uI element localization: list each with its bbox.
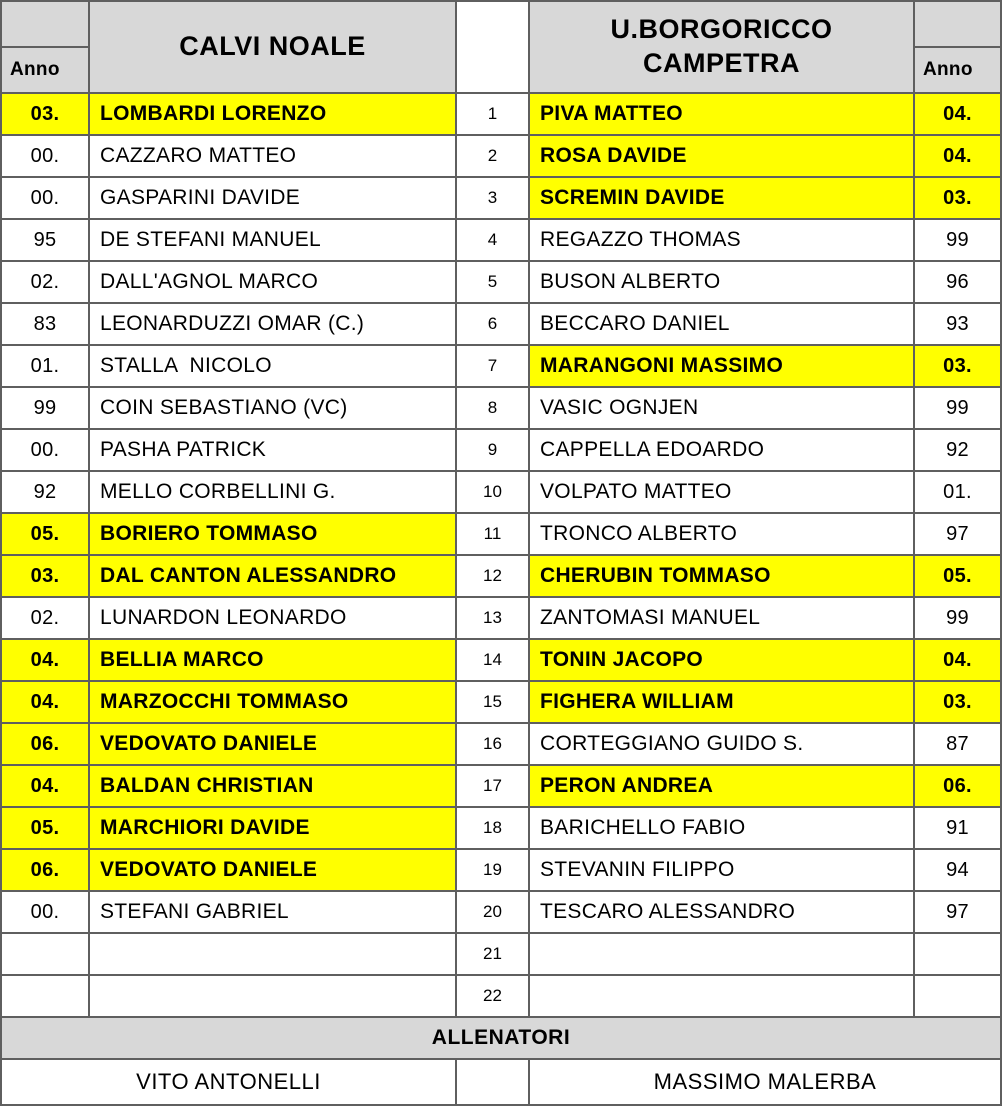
shirt-number-cell: 14 bbox=[456, 639, 529, 681]
left-anno-cell: 02. bbox=[1, 261, 89, 303]
left-anno-cell: 00. bbox=[1, 429, 89, 471]
table-row bbox=[1, 513, 1001, 555]
left-player-name-cell: GASPARINI DAVIDE bbox=[89, 177, 456, 219]
shirt-number-cell: 4 bbox=[456, 219, 529, 261]
table-row bbox=[1, 471, 1001, 513]
left-anno-cell: 92 bbox=[1, 471, 89, 513]
left-player-name-cell: MARCHIORI DAVIDE bbox=[89, 807, 456, 849]
right-anno-cell bbox=[914, 975, 1001, 1017]
right-anno-cell: 03. bbox=[914, 345, 1001, 387]
left-player-name-cell: LOMBARDI LORENZO bbox=[89, 93, 456, 135]
coaches-header-label: ALLENATORI bbox=[1, 1017, 1001, 1059]
right-anno-cell: 94 bbox=[914, 849, 1001, 891]
shirt-number-cell: 16 bbox=[456, 723, 529, 765]
left-anno-cell: 95 bbox=[1, 219, 89, 261]
table-row bbox=[1, 975, 1001, 1017]
right-player-name-cell: PERON ANDREA bbox=[529, 765, 914, 807]
right-anno-cell: 91 bbox=[914, 807, 1001, 849]
table-row bbox=[1, 135, 1001, 177]
table-row bbox=[1, 387, 1001, 429]
table-row bbox=[1, 639, 1001, 681]
right-player-name-cell: MARANGONI MASSIMO bbox=[529, 345, 914, 387]
table-row bbox=[1, 849, 1001, 891]
right-player-name-cell: VOLPATO MATTEO bbox=[529, 471, 914, 513]
left-player-name-cell: DE STEFANI MANUEL bbox=[89, 219, 456, 261]
left-anno-cell: 04. bbox=[1, 639, 89, 681]
right-player-name-cell: BECCARO DANIEL bbox=[529, 303, 914, 345]
left-anno-cell: 83 bbox=[1, 303, 89, 345]
left-anno-cell: 99 bbox=[1, 387, 89, 429]
shirt-number-cell: 18 bbox=[456, 807, 529, 849]
left-anno-cell: 00. bbox=[1, 135, 89, 177]
left-player-name-cell bbox=[89, 933, 456, 975]
right-player-name-cell: CORTEGGIANO GUIDO S. bbox=[529, 723, 914, 765]
right-player-name-cell bbox=[529, 933, 914, 975]
right-player-name-cell: VASIC OGNJEN bbox=[529, 387, 914, 429]
right-anno-cell: 04. bbox=[914, 135, 1001, 177]
right-anno-cell: 03. bbox=[914, 681, 1001, 723]
coaches-header-row bbox=[1, 1017, 1001, 1059]
right-player-name-cell: FIGHERA WILLIAM bbox=[529, 681, 914, 723]
coach-row-spacer bbox=[456, 1059, 529, 1105]
left-anno-cell: 05. bbox=[1, 807, 89, 849]
left-player-name-cell: MARZOCCHI TOMMASO bbox=[89, 681, 456, 723]
right-anno-cell: 87 bbox=[914, 723, 1001, 765]
right-player-name-cell bbox=[529, 975, 914, 1017]
left-anno-cell: 03. bbox=[1, 93, 89, 135]
left-anno-cell: 00. bbox=[1, 891, 89, 933]
table-row bbox=[1, 891, 1001, 933]
left-anno-header-spacer bbox=[1, 1, 89, 47]
shirt-number-cell: 11 bbox=[456, 513, 529, 555]
right-anno-cell: 05. bbox=[914, 555, 1001, 597]
right-anno-cell: 99 bbox=[914, 387, 1001, 429]
shirt-number-cell: 5 bbox=[456, 261, 529, 303]
right-player-name-cell: CAPPELLA EDOARDO bbox=[529, 429, 914, 471]
right-player-name-cell: CHERUBIN TOMMASO bbox=[529, 555, 914, 597]
table-row bbox=[1, 303, 1001, 345]
left-player-name-cell: BORIERO TOMMASO bbox=[89, 513, 456, 555]
left-team-name: CALVI NOALE bbox=[179, 31, 366, 62]
right-player-name-cell: TONIN JACOPO bbox=[529, 639, 914, 681]
right-player-name-cell: BUSON ALBERTO bbox=[529, 261, 914, 303]
right-anno-cell: 97 bbox=[914, 513, 1001, 555]
left-player-name-cell: CAZZARO MATTEO bbox=[89, 135, 456, 177]
shirt-number-cell: 3 bbox=[456, 177, 529, 219]
right-player-name-cell: TRONCO ALBERTO bbox=[529, 513, 914, 555]
shirt-number-cell: 21 bbox=[456, 933, 529, 975]
table-row bbox=[1, 765, 1001, 807]
left-anno-cell: 03. bbox=[1, 555, 89, 597]
left-player-name-cell: LUNARDON LEONARDO bbox=[89, 597, 456, 639]
left-anno-cell: 05. bbox=[1, 513, 89, 555]
left-anno-label: Anno bbox=[1, 47, 89, 93]
table-row bbox=[1, 219, 1001, 261]
right-anno-cell: 04. bbox=[914, 639, 1001, 681]
table-row bbox=[1, 807, 1001, 849]
left-player-name-cell: DALL'AGNOL MARCO bbox=[89, 261, 456, 303]
right-anno-cell: 92 bbox=[914, 429, 1001, 471]
left-player-name-cell: BALDAN CHRISTIAN bbox=[89, 765, 456, 807]
left-team-header bbox=[89, 1, 456, 93]
left-player-name-cell: STEFANI GABRIEL bbox=[89, 891, 456, 933]
right-anno-label: Anno bbox=[914, 47, 1001, 93]
left-player-name-cell: VEDOVATO DANIELE bbox=[89, 723, 456, 765]
right-player-name-cell: PIVA MATTEO bbox=[529, 93, 914, 135]
shirt-number-cell: 17 bbox=[456, 765, 529, 807]
right-anno-cell: 01. bbox=[914, 471, 1001, 513]
right-anno-cell: 03. bbox=[914, 177, 1001, 219]
table-row bbox=[1, 261, 1001, 303]
shirt-number-cell: 10 bbox=[456, 471, 529, 513]
right-player-name-cell: BARICHELLO FABIO bbox=[529, 807, 914, 849]
left-player-name-cell: VEDOVATO DANIELE bbox=[89, 849, 456, 891]
shirt-number-cell: 12 bbox=[456, 555, 529, 597]
left-anno-cell: 01. bbox=[1, 345, 89, 387]
shirt-number-cell: 15 bbox=[456, 681, 529, 723]
right-player-name-cell: TESCARO ALESSANDRO bbox=[529, 891, 914, 933]
table-row bbox=[1, 597, 1001, 639]
table-row bbox=[1, 345, 1001, 387]
left-player-name-cell bbox=[89, 975, 456, 1017]
number-column-header bbox=[456, 1, 529, 93]
left-player-name-cell: BELLIA MARCO bbox=[89, 639, 456, 681]
shirt-number-cell: 20 bbox=[456, 891, 529, 933]
right-anno-cell: 93 bbox=[914, 303, 1001, 345]
right-player-name-cell: SCREMIN DAVIDE bbox=[529, 177, 914, 219]
table-row bbox=[1, 681, 1001, 723]
right-anno-cell: 97 bbox=[914, 891, 1001, 933]
right-anno-cell: 99 bbox=[914, 219, 1001, 261]
right-anno-header-spacer bbox=[914, 1, 1001, 47]
left-player-name-cell: DAL CANTON ALESSANDRO bbox=[89, 555, 456, 597]
right-anno-cell: 96 bbox=[914, 261, 1001, 303]
right-player-name-cell: ZANTOMASI MANUEL bbox=[529, 597, 914, 639]
left-anno-cell: 04. bbox=[1, 765, 89, 807]
right-team-header bbox=[529, 1, 914, 93]
table-row bbox=[1, 429, 1001, 471]
shirt-number-cell: 1 bbox=[456, 93, 529, 135]
coaches-row bbox=[1, 1059, 1001, 1105]
left-coach-name: VITO ANTONELLI bbox=[1, 1059, 456, 1105]
shirt-number-cell: 7 bbox=[456, 345, 529, 387]
left-player-name-cell: PASHA PATRICK bbox=[89, 429, 456, 471]
right-coach-name: MASSIMO MALERBA bbox=[529, 1059, 1001, 1105]
header-row bbox=[1, 1, 1001, 47]
table-row bbox=[1, 177, 1001, 219]
right-team-name: U.BORGORICCO CAMPETRA bbox=[610, 14, 833, 78]
right-player-name-cell: ROSA DAVIDE bbox=[529, 135, 914, 177]
left-player-name-cell: STALLA NICOLO bbox=[89, 345, 456, 387]
right-anno-cell: 99 bbox=[914, 597, 1001, 639]
left-anno-cell: 06. bbox=[1, 849, 89, 891]
shirt-number-cell: 9 bbox=[456, 429, 529, 471]
table-row bbox=[1, 933, 1001, 975]
right-player-name-cell: STEVANIN FILIPPO bbox=[529, 849, 914, 891]
right-anno-cell bbox=[914, 933, 1001, 975]
left-anno-cell: 06. bbox=[1, 723, 89, 765]
right-player-name-cell: REGAZZO THOMAS bbox=[529, 219, 914, 261]
left-anno-cell bbox=[1, 933, 89, 975]
left-player-name-cell: LEONARDUZZI OMAR (C.) bbox=[89, 303, 456, 345]
right-anno-cell: 06. bbox=[914, 765, 1001, 807]
right-anno-cell: 04. bbox=[914, 93, 1001, 135]
left-anno-cell: 00. bbox=[1, 177, 89, 219]
left-anno-cell: 04. bbox=[1, 681, 89, 723]
shirt-number-cell: 13 bbox=[456, 597, 529, 639]
left-player-name-cell: MELLO CORBELLINI G. bbox=[89, 471, 456, 513]
shirt-number-cell: 2 bbox=[456, 135, 529, 177]
left-anno-cell: 02. bbox=[1, 597, 89, 639]
shirt-number-cell: 19 bbox=[456, 849, 529, 891]
shirt-number-cell: 6 bbox=[456, 303, 529, 345]
table-row bbox=[1, 723, 1001, 765]
shirt-number-cell: 8 bbox=[456, 387, 529, 429]
table-row bbox=[1, 555, 1001, 597]
left-anno-cell bbox=[1, 975, 89, 1017]
table-row bbox=[1, 93, 1001, 135]
left-player-name-cell: COIN SEBASTIANO (VC) bbox=[89, 387, 456, 429]
shirt-number-cell: 22 bbox=[456, 975, 529, 1017]
